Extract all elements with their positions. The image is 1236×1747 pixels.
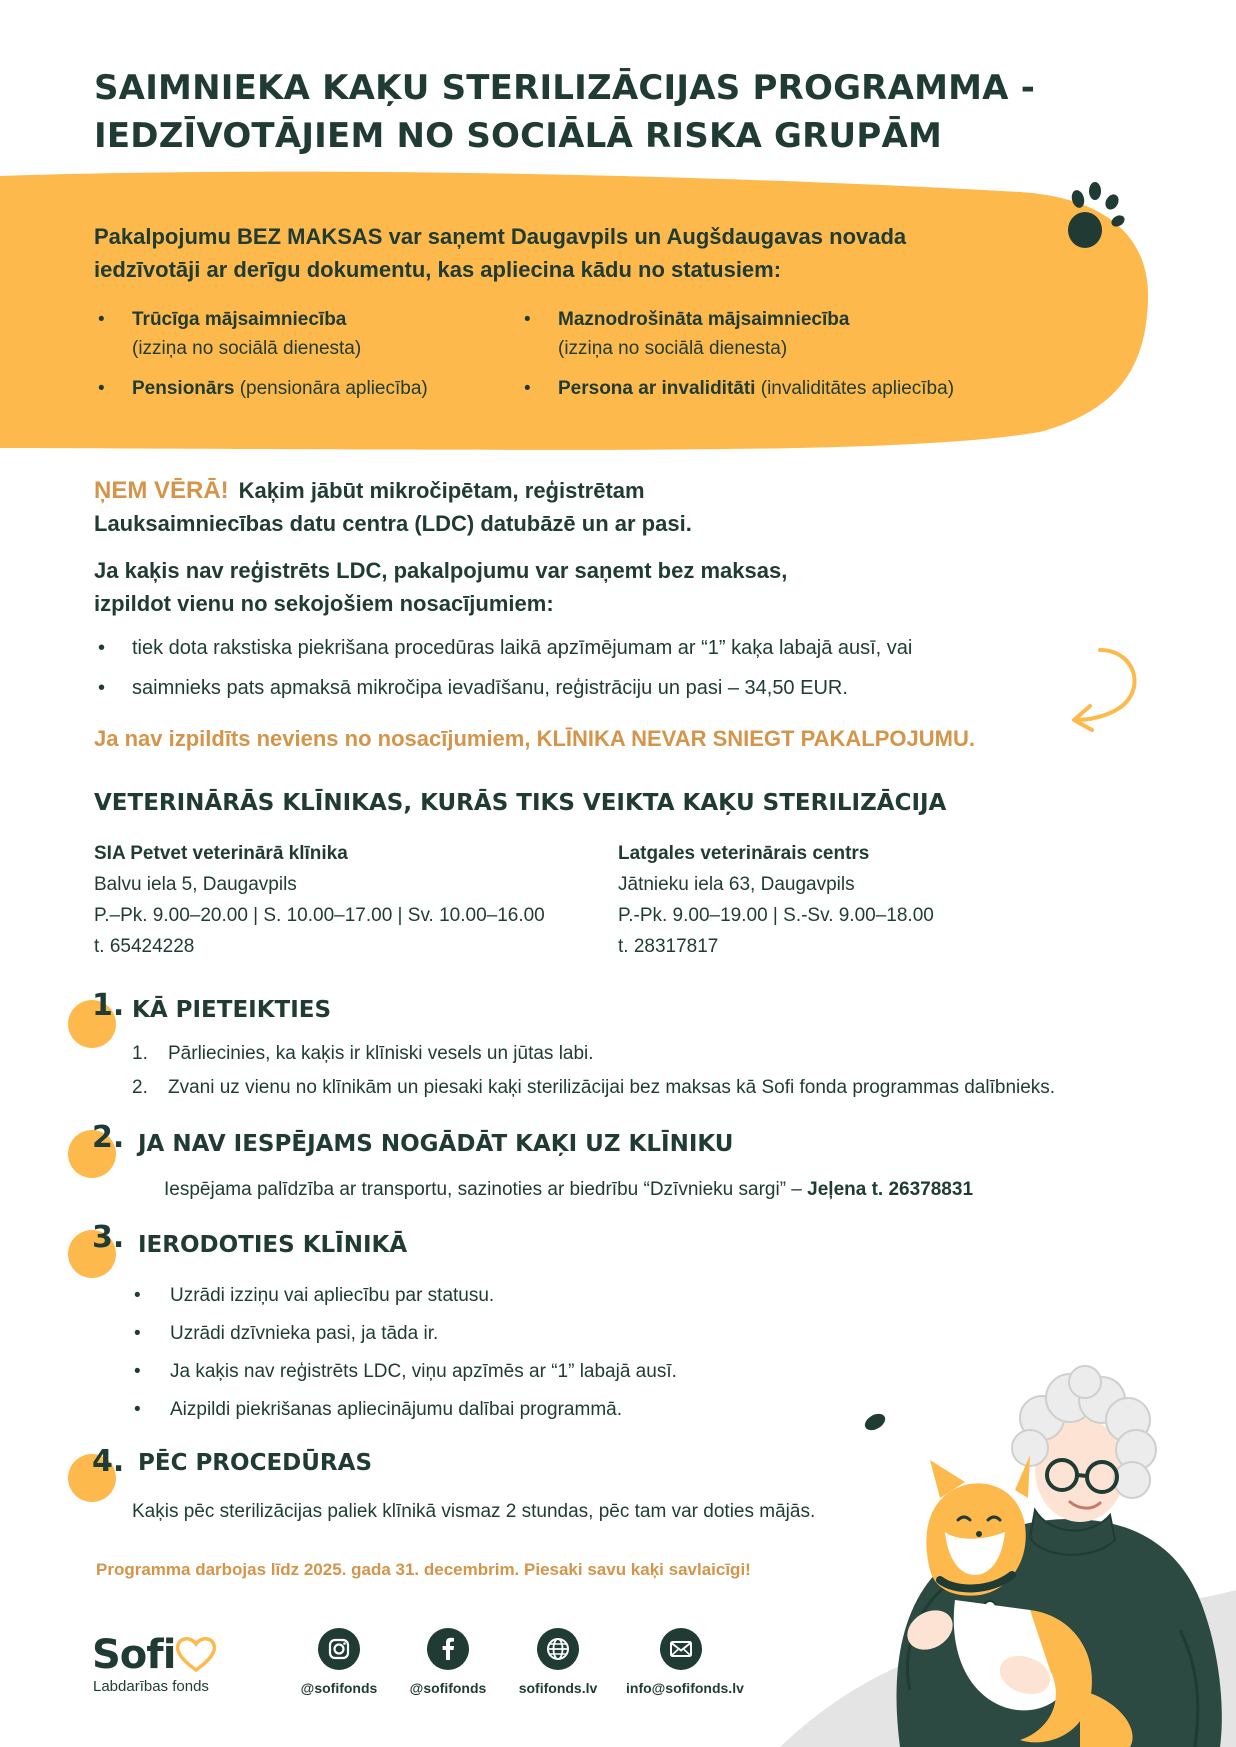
step-number: 2.: [92, 1120, 125, 1155]
social-label: info@sofifonds.lv: [626, 1680, 744, 1696]
warning-strong: KLĪNIKA NEVAR SNIEGT PAKALPOJUMU.: [536, 726, 975, 751]
step-text: [164, 1176, 973, 1204]
condition-text: tiek dota rakstiska piekrišana procedūras laikā apzīmējumam ar “1” kaķa labajā ausī, vai: [132, 637, 913, 659]
curved-arrow-icon: [1066, 642, 1148, 732]
bullet: •: [134, 1323, 141, 1344]
social-website[interactable]: [503, 1628, 613, 1696]
mail-icon: [660, 1628, 702, 1670]
clinic-name: SIA Petvet veterinārā klīnika: [94, 843, 348, 864]
intro-text: [94, 220, 1054, 286]
bullet: •: [98, 637, 106, 659]
warning-prefix: Ja nav izpildīts neviens no nosacījumiem,: [94, 726, 537, 751]
condition-item: [98, 634, 913, 662]
condition-line-2: izpildot vienu no sekojošiem nosacījumiem:: [94, 591, 554, 616]
status-name: Pensionārs: [132, 378, 235, 399]
condition-intro: [94, 554, 994, 620]
step-list-item: [134, 1320, 439, 1348]
condition-warning: [94, 726, 975, 752]
facebook-icon: [427, 1628, 469, 1670]
grandmother-with-cat-illustration: [780, 1270, 1236, 1747]
clinic-phone[interactable]: t. 65424228: [94, 936, 195, 957]
step-item-text: Zvani uz vienu no klīnikām un piesaki kaķi sterilizācijai bez maksas kā Sofi fonda programmas dalībnieks.: [168, 1077, 1056, 1098]
note-line-1: Kaķim jābūt mikročipētam, reģistrētam: [238, 478, 645, 503]
step-title: KĀ PIETEIKTIES: [132, 997, 332, 1023]
paw-icon: [1060, 180, 1130, 252]
attention-label: ŅEM VĒRĀ!: [94, 477, 229, 504]
sofi-logo[interactable]: [92, 1632, 209, 1695]
attention-note: [94, 474, 994, 540]
heart-logo-icon: [174, 1634, 218, 1674]
clinic-card: [94, 838, 545, 962]
step-title: PĒC PROCEDŪRAS: [138, 1450, 373, 1476]
bullet: •: [98, 677, 106, 699]
step-list-item: [132, 1074, 1056, 1102]
clinic-phone[interactable]: t. 28317817: [618, 936, 719, 957]
list-number: 1.: [132, 1043, 148, 1064]
bullet: •: [134, 1399, 141, 1420]
note-line-2: Lauksaimniecības datu centra (LDC) datubāzē un ar pasi.: [94, 511, 692, 536]
clinic-address: Balvu iela 5, Daugavpils: [94, 874, 297, 895]
list-number: 2.: [132, 1077, 148, 1098]
step-number: 1.: [92, 988, 125, 1023]
step-title: IERODOTIES KLĪNIKĀ: [138, 1232, 408, 1258]
clinic-name: Latgales veterinārais centrs: [618, 843, 870, 864]
step-item-text: Ja kaķis nav reģistrēts LDC, viņu apzīmēs ar “1” labajā ausī.: [170, 1361, 677, 1382]
transport-text: Iespējama palīdzība ar transportu, sazinoties ar biedrību “Dzīvnieku sargi” –: [164, 1179, 808, 1200]
clinic-hours: P.-Pk. 9.00–19.00 | S.-Sv. 9.00–18.00: [618, 905, 934, 926]
globe-icon: [537, 1628, 579, 1670]
status-name: Maznodrošināta mājsaimniecība: [558, 309, 850, 330]
status-detail: (pensionāra apliecība): [239, 378, 428, 399]
status-detail: (izziņa no sociālā dienesta): [558, 338, 788, 359]
bullet: •: [524, 309, 531, 330]
logo-wordmark: Sofi: [92, 1632, 176, 1678]
condition-line-1: Ja kaķis nav reģistrēts LDC, pakalpojumu var saņemt bez maksas,: [94, 558, 788, 583]
step-list-item: [134, 1396, 623, 1424]
step-list-item: [132, 1040, 594, 1068]
step-title: JA NAV IESPĒJAMS NOGĀDĀT KAĶI UZ KLĪNIKU: [138, 1131, 734, 1157]
condition-item: [98, 674, 848, 702]
bullet: •: [98, 378, 105, 399]
social-instagram[interactable]: [284, 1628, 394, 1696]
step-list-item: [134, 1282, 495, 1310]
social-email[interactable]: [626, 1628, 744, 1696]
social-label: @sofifonds: [409, 1680, 487, 1696]
clinic-card: [618, 838, 934, 962]
status-item: [524, 305, 850, 363]
clinic-hours: P.–Pk. 9.00–20.00 | S. 10.00–17.00 | Sv. 10.00–16.00: [94, 905, 545, 926]
logo-subtitle: Labdarības fonds: [93, 1678, 209, 1695]
deadline-note: Programma darbojas līdz 2025. gada 31. decembrim. Piesaki savu kaķi savlaicīgi!: [96, 1560, 751, 1579]
status-name: Trūcīga mājsaimniecība: [132, 309, 347, 330]
page-title: [94, 64, 1094, 160]
bullet: •: [134, 1361, 141, 1382]
bullet: •: [134, 1285, 141, 1306]
status-name: Persona ar invaliditāti: [558, 378, 756, 399]
status-detail: (invaliditātes apliecība): [760, 378, 955, 399]
status-detail: (izziņa no sociālā dienesta): [132, 338, 362, 359]
bullet: •: [98, 309, 105, 330]
status-item: [524, 374, 955, 403]
step-text: Kaķis pēc sterilizācijas paliek klīnikā vismaz 2 stundas, pēc tam var doties mājās.: [132, 1501, 816, 1522]
condition-text: saimnieks pats apmaksā mikročipa ievadīšanu, reģistrāciju un pasi – 34,50 EUR.: [132, 677, 848, 699]
social-label: @sofifonds: [300, 1680, 378, 1696]
step-number: 4.: [92, 1444, 125, 1479]
status-item: [98, 374, 428, 403]
step-item-text: Aizpildi piekrišanas apliecinājumu dalībai programmā.: [170, 1399, 623, 1420]
intro-line-1: Pakalpojumu BEZ MAKSAS var saņemt Daugavpils un Augšdaugavas novada: [94, 224, 907, 249]
transport-contact[interactable]: Jeļena t. 26378831: [807, 1179, 974, 1200]
bullet: •: [524, 378, 531, 399]
status-item: [98, 305, 362, 363]
step-item-text: Uzrādi izziņu vai apliecību par statusu.: [170, 1285, 495, 1306]
title-line-1: SAIMNIEKA KAĶU STERILIZĀCIJAS PROGRAMMA -: [94, 68, 1036, 108]
social-label: sofifonds.lv: [518, 1680, 598, 1696]
step-number: 3.: [92, 1220, 125, 1255]
step-item-text: Pārliecinies, ka kaķis ir klīniski vesels un jūtas labi.: [168, 1043, 594, 1064]
intro-line-2: iedzīvotāji ar derīgu dokumentu, kas apliecina kādu no statusiem:: [94, 257, 782, 282]
instagram-icon: [318, 1628, 360, 1670]
clinics-title: VETERINĀRĀS KLĪNIKAS, KURĀS TIKS VEIKTA KAĶU STERILIZĀCIJA: [94, 790, 947, 816]
step-item-text: Uzrādi dzīvnieka pasi, ja tāda ir.: [170, 1323, 439, 1344]
social-facebook[interactable]: [393, 1628, 503, 1696]
decor-drop: [862, 1410, 888, 1433]
title-line-2: IEDZĪVOTĀJIEM NO SOCIĀLĀ RISKA GRUPĀM: [94, 116, 943, 156]
step-list-item: [134, 1358, 677, 1386]
clinic-address: Jātnieku iela 63, Daugavpils: [618, 874, 855, 895]
